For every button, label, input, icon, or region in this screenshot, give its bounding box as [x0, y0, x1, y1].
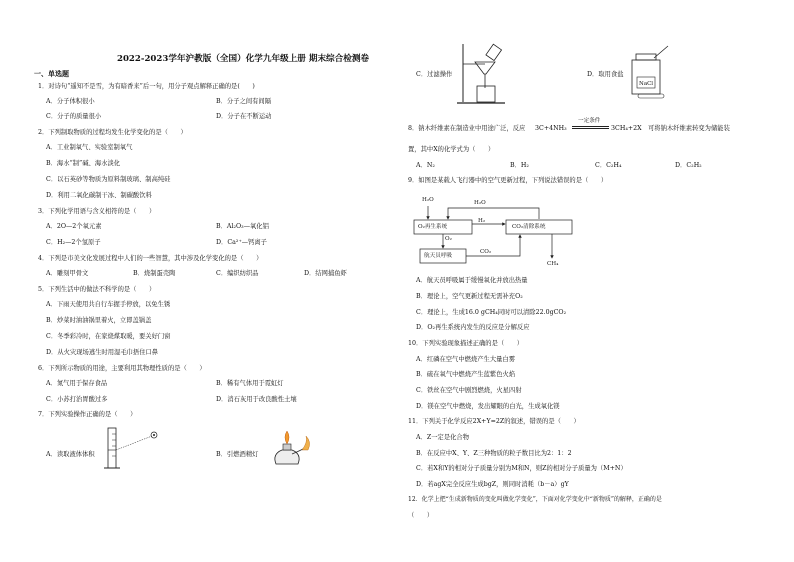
diagram-label-h2o-return: H₂O — [474, 200, 486, 206]
q1-option-d: D．分子在不断运动 — [216, 113, 272, 120]
diagram-label-h2: H₂ — [478, 218, 486, 224]
q7-stem: 7．下列实验操作正确的是（ ） — [38, 411, 137, 418]
section-heading: 一、单选题 — [34, 69, 69, 78]
diagram-label-ch4: CH₄ — [547, 261, 559, 267]
q7-option-c: C．过滤操作 — [416, 71, 453, 78]
q5-option-b: B．炒菜时油油锅里着火，立即盖锅盖 — [46, 317, 152, 324]
q6-option-a: A．氮气用于保存食品 — [46, 380, 108, 387]
q2-option-b: B．海水“制”碱、海水淡化 — [46, 160, 121, 167]
q7-option-b: B．引燃酒精灯 — [216, 451, 259, 458]
q1-option-c: C．分子的质量很小 — [46, 113, 102, 120]
q10-option-c: C．铁丝在空气中剧烈燃烧，火星四射 — [416, 387, 522, 394]
q3-option-d: D．Ca²⁺—钙离子 — [216, 239, 267, 246]
q2-option-c: C．以石英砂等物质为原料制玻璃、制高纯硅 — [46, 176, 171, 183]
q11-option-b: B．在反应中X、Y、Z三种物质的粒子数目比为2：1：2 — [416, 450, 572, 457]
q8-reaction-condition: 一定条件 — [578, 118, 601, 124]
page-title: 2022-2023学年沪教版（全国）化学九年级上册 期末综合检测卷 — [116, 54, 370, 64]
q8-stem-b: 可将钠木纤维素转变为储能装 — [648, 125, 730, 132]
q3-stem: 3．下列化学用语与含义相符的是（ ） — [38, 208, 156, 215]
q8-reaction-arrow-line-2 — [572, 128, 609, 129]
diagram-box-o2-regeneration: O₂再生系统 — [418, 224, 448, 230]
q1-option-a: A．分子体积很小 — [46, 98, 95, 105]
q6-option-b: B．稀有气体用于霓虹灯 — [216, 380, 284, 387]
alcohol-lamp-figure — [268, 428, 312, 468]
q1-option-b: B．分子之间有间隔 — [216, 98, 272, 105]
q9-stem: 9．如图是某载人飞行器中的空气更新过程，下列说法错误的是（ ） — [408, 177, 608, 184]
q4-option-b: B．烧制蛋壳陶 — [133, 270, 176, 277]
diagram-label-o2: O₂ — [445, 236, 452, 242]
q8-option-a: A．N₂ — [416, 162, 435, 169]
diagram-box-co2-removal: CO₂清除系统 — [512, 224, 546, 230]
q6-stem: 6．下列所示物质的用途，主要利用其物理性质的是（ ） — [38, 365, 206, 372]
diagram-label-co2: CO₂ — [480, 249, 492, 255]
q3-option-c: C．H₂—2个氢原子 — [46, 239, 101, 246]
q8-option-b: B．H₂ — [510, 162, 529, 169]
q9-option-a: A．航天员呼吸属于缓慢氧化并放出热量 — [416, 277, 528, 284]
q2-option-d: D．利用二氧化碳制干冰、制碳酸饮料 — [46, 192, 152, 199]
q12-stem: 12．化学上把“生成新物质的变化叫做化学变化”，下面对化学变化中“新物质”的解释，正确的是 — [408, 496, 662, 503]
q7-option-a: A．读取液体体积 — [46, 451, 95, 458]
q11-option-c: C．若X和Y的相对分子质量分别为M和N，则Z的相对分子质量为（M+N） — [416, 465, 627, 472]
diagram-box-astronaut-breathing: 航天员呼吸 — [424, 253, 452, 259]
q5-option-d: D．从火灾现场逃生时用湿毛巾捂住口鼻 — [46, 349, 159, 356]
q8-option-c: C．C₂H₄ — [595, 162, 622, 169]
q8-stem-c: 置，其中X的化学式为（ ） — [408, 146, 495, 153]
q8-equation-products: 3CH₄+2X — [611, 125, 642, 132]
q8-stem-a: 8．钠木纤维素在制造业中用途广泛，反应 — [408, 125, 526, 132]
jar-label-text: NaCl — [639, 81, 654, 87]
q9-option-d: D．O₂再生系统内发生的反应是分解反应 — [416, 324, 530, 331]
q11-option-a: A．Z一定是化合物 — [416, 434, 470, 441]
q2-option-a: A．工业制氧气、实验室制氧气 — [46, 144, 133, 151]
q10-stem: 10．下列实验现象描述正确的是（ ） — [408, 340, 524, 347]
q11-option-d: D．若agX完全反应生成bgZ，则同时消耗（b－a）gY — [416, 481, 569, 488]
q8-equation-reactants: 3C+4NH₃ — [535, 125, 567, 132]
q1-stem: 1．对诗句“遥知不是雪，为有暗香来”后一句，用分子观点解释正确的是( ) — [38, 83, 255, 90]
q8-option-d: D．C₂H₂ — [675, 162, 702, 169]
q11-stem: 11．下列关于化学反应2X+Y=2Z的叙述，错误的是（ ） — [408, 418, 580, 425]
graduated-cylinder-figure — [98, 424, 162, 474]
q5-option-c: C．冬季彩冷时，在家烧煤取暖，要关好门窗 — [46, 333, 171, 340]
q4-option-a: A．雕刻甲骨文 — [46, 270, 89, 277]
q5-stem: 5．下列生活中的做法不科学的是（ ） — [38, 286, 156, 293]
q6-option-d: D．消石灰用于改良酸性土壤 — [216, 396, 297, 403]
q7-option-d: D．取用食盐 — [587, 71, 624, 78]
q4-stem: 4．下列是市美文化发展过程中人们的一些智慧，其中涉及化学变化的是（ ） — [38, 255, 263, 262]
q5-option-a: A．下雨天使用共自行车握手停放，以免生锈 — [46, 301, 171, 308]
q9-option-b: B．理论上，空气更新过程无需补充O₂ — [416, 293, 523, 300]
q8-reaction-arrow-line — [572, 126, 609, 127]
q4-option-c: C．编织纺织品 — [216, 270, 259, 277]
filtration-figure — [455, 42, 511, 106]
q9-option-c: C．理论上，生成16.0 gCH₄同时可以清除22.0gCO₂ — [416, 309, 567, 316]
q3-option-a: A．2O—2个氧元素 — [46, 223, 102, 230]
q3-option-b: B．Al₂O₃—氧化铝 — [216, 223, 269, 230]
q10-option-a: A．红磷在空气中燃烧产生大量白雾 — [416, 356, 516, 363]
q10-option-d: D．镁在空气中燃烧，发出耀眼的白光，生成氧化镁 — [416, 403, 560, 410]
salt-jar-figure — [626, 44, 672, 100]
diagram-label-h2o-input: H₂O — [422, 197, 434, 203]
q2-stem: 2．下列制取物质的过程均发生化学变化的是（ ） — [38, 129, 187, 136]
q12-answer-blank: （ ） — [408, 512, 434, 519]
q10-option-b: B．硫在氧气中燃烧产生蓝紫色火焰 — [416, 371, 516, 378]
q4-option-d: D．结网捕鱼虾 — [304, 270, 347, 277]
q6-option-c: C．小苏打治胃酸过多 — [46, 396, 108, 403]
